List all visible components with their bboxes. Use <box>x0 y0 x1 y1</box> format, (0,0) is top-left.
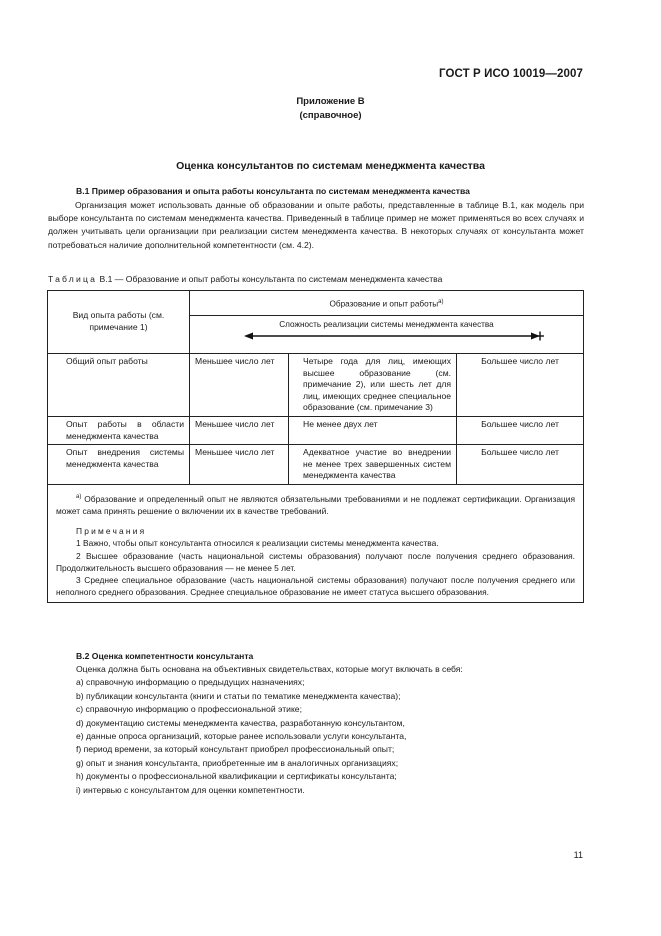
row-more: Большее число лет <box>457 445 584 485</box>
notes-heading: Примечания <box>76 526 147 537</box>
table-footnote <box>56 491 575 517</box>
row-kind: Общий опыт работы <box>48 354 190 417</box>
list-item: f) период времени, за который консультант приобрел профессиональный опыт; <box>76 744 395 755</box>
table-notes-row <box>48 484 584 602</box>
section-b2-list <box>76 663 463 797</box>
section-b1-heading: В.1 Пример образования и опыта работы консультанта по системам менеджмента качества <box>76 186 470 196</box>
table-caption-text: В.1 — Образование и опыт работы консультанта по системам менеджмента качества <box>97 274 443 284</box>
note-item: 2 Высшее образование (часть национальной системы образования) получают после получения среднего образования. Продолжительность высшего образования — не менее 5 лет. <box>56 550 575 573</box>
table-row <box>48 416 584 444</box>
row-more: Большее число лет <box>457 416 584 444</box>
main-title: Оценка консультантов по системам менеджмента качества <box>176 160 485 172</box>
row-less: Меньшее число лет <box>190 354 289 417</box>
col-group-footnote-mark: а) <box>438 298 444 305</box>
row-mid: Не менее двух лет <box>289 416 457 444</box>
row-more: Большее число лет <box>457 354 584 417</box>
note-item: 1 Важно, чтобы опыт консультанта относился к реализации системы менеджмента качества. <box>76 538 439 549</box>
col1-header: Вид опыта работы (см. примечание 1) <box>48 291 190 354</box>
list-item: i) интервью с консультантом для оценки компетентности. <box>76 784 305 795</box>
complexity-arrow-icon <box>244 331 544 341</box>
list-item: c) справочную информацию о профессиональной этике; <box>76 704 302 715</box>
table-row <box>48 445 584 485</box>
education-experience-table <box>47 290 584 603</box>
page-number: 11 <box>573 850 583 860</box>
row-kind: Опыт внедрения системы менеджмента качества <box>48 445 190 485</box>
complexity-arrow-area <box>190 316 583 346</box>
section-b1-paragraph: Организация может использовать данные об образовании и опыте работы, представленные в таблице В.1, как модель при выборе консультанта по системам менеджмента качества. Приведенный в таблице пример не может применяться во всех случаях и должен учитывать цели организации при реализации систем менеджмента качества. В некоторых случаях от консультанта может потребоваться наличие дополнительной компетентности (см. 4.2). <box>48 200 584 250</box>
col-group-header <box>190 291 584 316</box>
document-id: ГОСТ Р ИСО 10019—2007 <box>438 68 583 80</box>
row-less: Меньшее число лет <box>190 416 289 444</box>
row-less: Меньшее число лет <box>190 445 289 485</box>
table-row <box>48 354 584 417</box>
row-mid: Адекватное участие во внедрении не менее трех завершенных систем менеджмента качества <box>289 445 457 485</box>
annex-subtitle: (справочное) <box>299 110 362 121</box>
complexity-label: Сложность реализации системы менеджмента качества <box>279 320 494 330</box>
section-b2-intro: Оценка должна быть основана на объективных свидетельствах, которые могут включать в себя: <box>76 664 463 674</box>
col-group-header-text: Образование и опыт работы <box>329 299 439 309</box>
list-item: d) документацию системы менеджмента качества, разработанную консультантом, <box>76 717 405 728</box>
list-item: g) опыт и знания консультанта, приобретенные им в аналогичных организациях; <box>76 757 399 768</box>
footnote-text: Образование и определенный опыт не являются обязательными требованиями и не подлежат сертификации. Организация может сама принять решение о включении их в качестве требований. <box>56 493 575 516</box>
table-caption <box>48 274 442 284</box>
complexity-cell <box>190 316 584 354</box>
list-item: a) справочную информацию о предыдущих назначениях; <box>76 677 305 688</box>
list-item: h) документы о профессиональной квалификации и сертификаты консультанта; <box>76 771 397 782</box>
table-notes <box>48 484 584 602</box>
footnote-mark: а) <box>76 493 82 500</box>
annex-heading <box>0 95 661 123</box>
section-b2-heading: В.2 Оценка компетентности консультанта <box>76 651 254 661</box>
table-header-row <box>48 291 584 316</box>
table-caption-prefix: Таблица <box>48 274 98 284</box>
annex-title: Приложение В <box>296 96 365 107</box>
row-kind: Опыт работы в области менеджмента качества <box>48 416 190 444</box>
note-item: 3 Среднее специальное образование (часть национальной системы образования) получают после получения среднего или неполного среднего образования. Среднее специальное образование не имеет статуса высшего образования. <box>56 574 575 598</box>
row-mid: Четыре года для лиц, имеющих высшее образование (см. примечание 2), или шесть лет для лиц, имеющих среднее специальное образование (см. примечание 3) <box>289 354 457 417</box>
list-item: e) данные опроса организаций, которые ранее использовали услуги консультанта, <box>76 731 407 742</box>
list-item: b) публикации консультанта (книги и статьи по тематике менеджмента качества); <box>76 690 401 701</box>
